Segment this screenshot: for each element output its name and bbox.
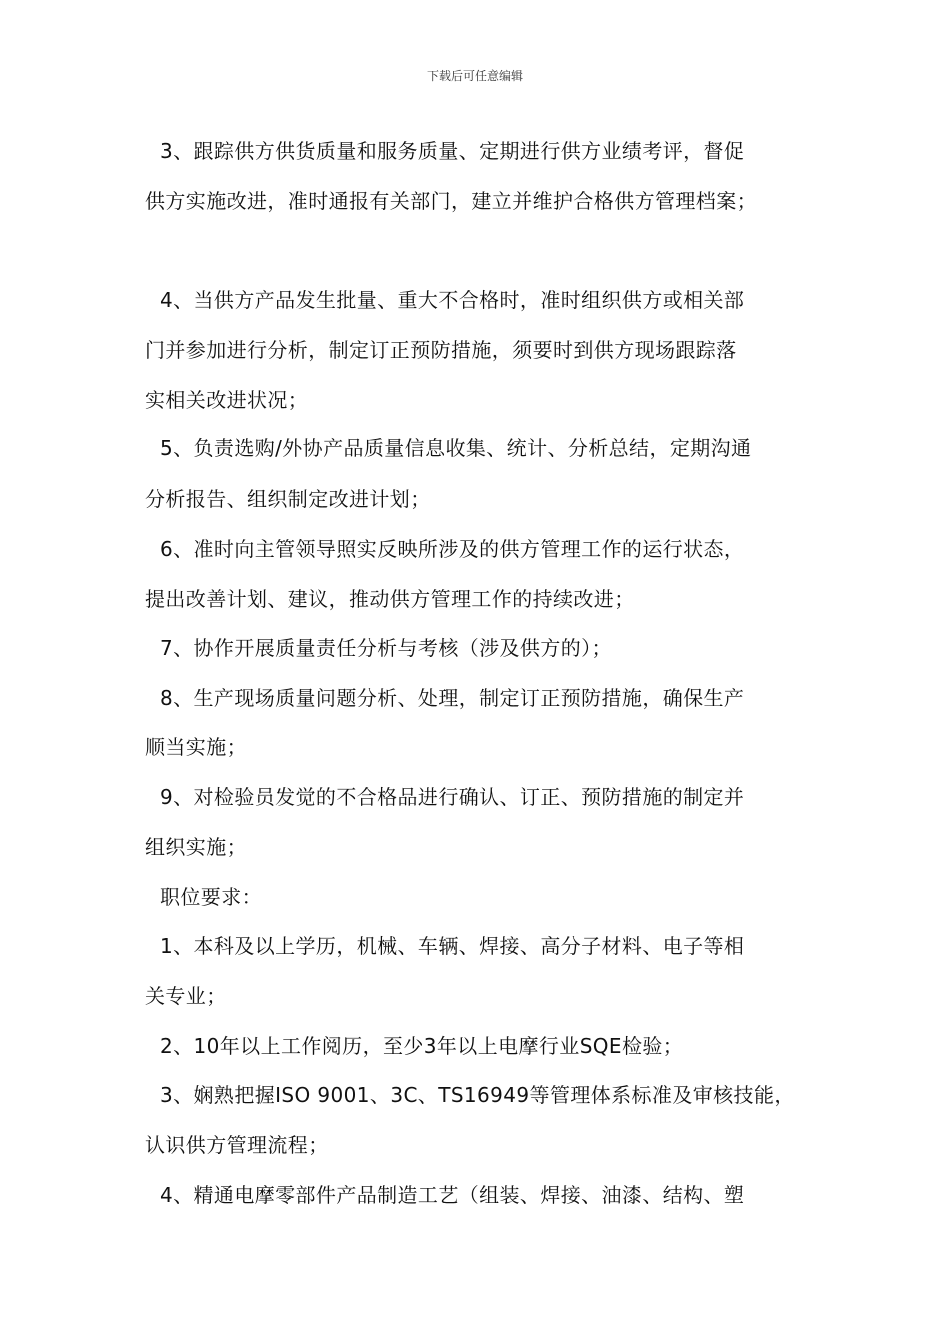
text-line: 1、本科及以上学历，机械、车辆、焊接、高分子材料、电子等相 [160,934,745,958]
text-line: 供方实施改进，准时通报有关部门，建立并维护合格供方管理档案； [145,189,757,213]
text-line: 2、10年以上工作阅历，至少3年以上电摩行业SQE检验； [160,1034,684,1058]
text-line: 3、跟踪供方供货质量和服务质量、定期进行供方业绩考评，督促 [160,139,745,163]
text-line: 分析报告、组织制定改进计划； [145,487,431,511]
text-line: 6、准时向主管领导照实反映所涉及的供方管理工作的运行状态， [160,537,745,561]
page-header: 下载后可任意编辑 [426,69,523,83]
text-line: 4、精通电摩零部件产品制造工艺（组装、焊接、油漆、结构、塑 [160,1183,745,1207]
text-line: 顺当实施； [145,735,247,759]
text-line: 提出改善计划、建议，推动供方管理工作的持续改进； [145,587,635,611]
text-line: 认识供方管理流程； [145,1133,329,1157]
text-line: 门并参加进行分析，制定订正预防措施，须要时到供方现场跟踪落 [145,338,737,362]
section-heading: 职位要求： [160,885,262,909]
text-line: 4、当供方产品发生批量、重大不合格时，准时组织供方或相关部 [160,288,745,312]
text-line: 7、协作开展质量责任分析与考核（涉及供方的）； [160,636,612,660]
text-line: 9、对检验员发觉的不合格品进行确认、订正、预防措施的制定并 [160,785,745,809]
text-line: 关专业； [145,984,227,1008]
text-line: 8、生产现场质量问题分析、处理，制定订正预防措施，确保生产 [160,686,745,710]
text-line: 3、娴熟把握ISO 9001、3C、TS16949等管理体系标准及审核技能， [160,1083,795,1107]
text-line: 组织实施； [145,835,247,859]
text-line: 5、负责选购/外协产品质量信息收集、统计、分析总结，定期沟通 [160,436,752,460]
text-line: 实相关改进状况； [145,388,309,412]
